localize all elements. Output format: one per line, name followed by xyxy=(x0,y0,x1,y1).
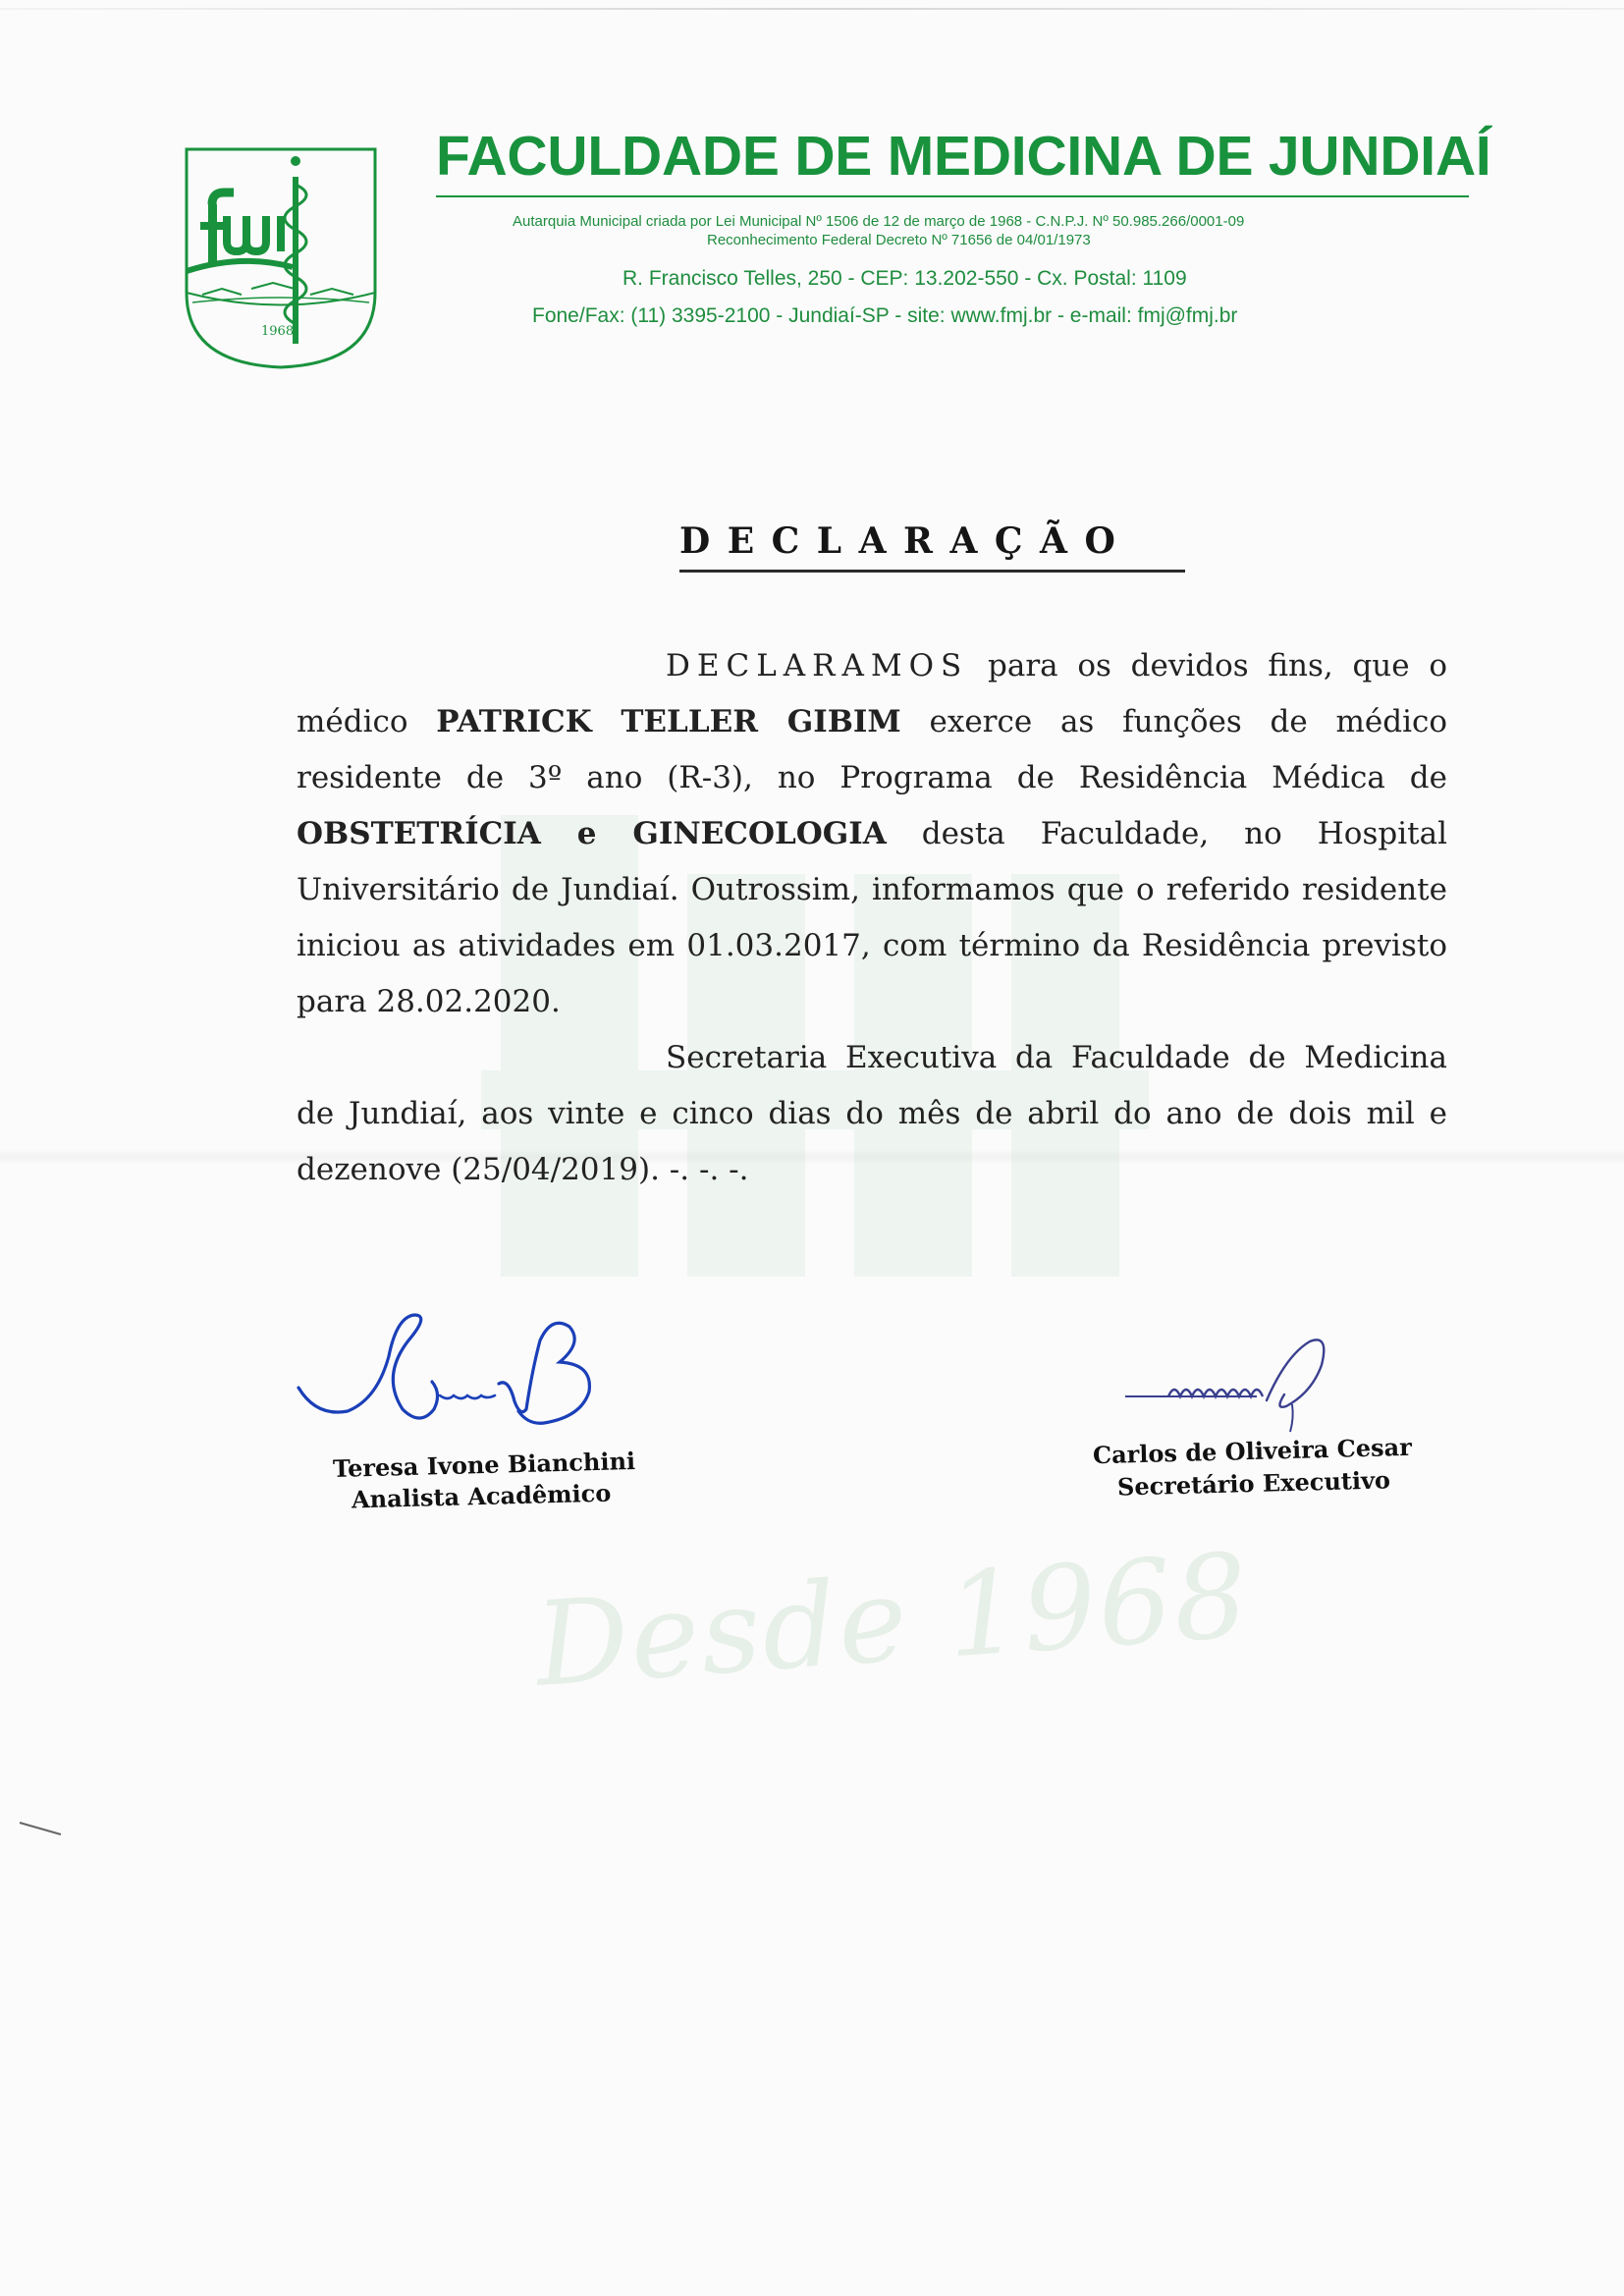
title-underline xyxy=(679,570,1185,573)
paragraph-text-3: desta Faculdade, no Hospital Universitário de Jundiaí. Outrossim, informamos que o referido residente iniciou as atividades em 01.03.2017, com término da Residência previsto para 28.02.2020. xyxy=(297,816,1447,1019)
paragraph-text-1: para os devidos fins, que o médico xyxy=(297,648,1447,739)
signatory-left-role: Analista Acadêmico xyxy=(351,1478,612,1514)
resident-name: PATRICK TELLER GIBIM xyxy=(436,704,901,739)
signature-left-icon xyxy=(287,1301,640,1444)
watermark-text: Desde 1968 xyxy=(530,1527,1254,1713)
header-contact: Fone/Fax: (11) 3395-2100 - Jundiaí-SP - site: www.fmj.br - e-mail: fmj@fmj.br xyxy=(532,304,1238,327)
signatory-left-name: Teresa Ivone Bianchini xyxy=(332,1446,636,1484)
signatory-right-role: Secretário Executivo xyxy=(1116,1465,1391,1502)
paragraph-text-2: exerce as funções de médico residente de 3º ano (R-3), no Programa de Residência Médica de xyxy=(297,704,1448,795)
header-divider xyxy=(436,195,1469,197)
signatory-right-name: Carlos de Oliveira Cesar xyxy=(1092,1432,1413,1470)
header-address: R. Francisco Telles, 250 - CEP: 13.202-550 - Cx. Postal: 1109 xyxy=(623,267,1187,290)
declaramos-word: DECLARAMOS xyxy=(666,648,969,683)
scan-artifact-icon xyxy=(18,1821,62,1836)
closing-text: Secretaria Executiva da Faculdade de Medicina de Jundiaí, aos vinte e cinco dias do mês de abril do ano de dois mil e dezenove (25/04/2019). -. -. -. xyxy=(297,1040,1447,1187)
institution-name: FACULDADE DE MEDICINA DE JUNDIAÍ xyxy=(436,125,1491,188)
document-body xyxy=(297,638,1447,1198)
header-legal-line: Autarquia Municipal criada por Lei Municipal Nº 1506 de 12 de março de 1968 - C.N.P.J. Nº 50.985.266/0001-09 xyxy=(513,213,1245,230)
header-decree-line: Reconhecimento Federal Decreto Nº 71656 de 04/01/1973 xyxy=(707,232,1091,248)
document-title: DECLARAÇÃO xyxy=(679,520,1133,562)
closing-paragraph xyxy=(297,1030,1447,1198)
program-name: OBSTETRÍCIA e GINECOLOGIA xyxy=(297,816,887,851)
logo-year: 1968 xyxy=(261,324,295,339)
declaration-paragraph xyxy=(297,638,1447,1030)
scan-fold-line xyxy=(0,8,1624,10)
signature-right-icon xyxy=(1119,1336,1365,1434)
